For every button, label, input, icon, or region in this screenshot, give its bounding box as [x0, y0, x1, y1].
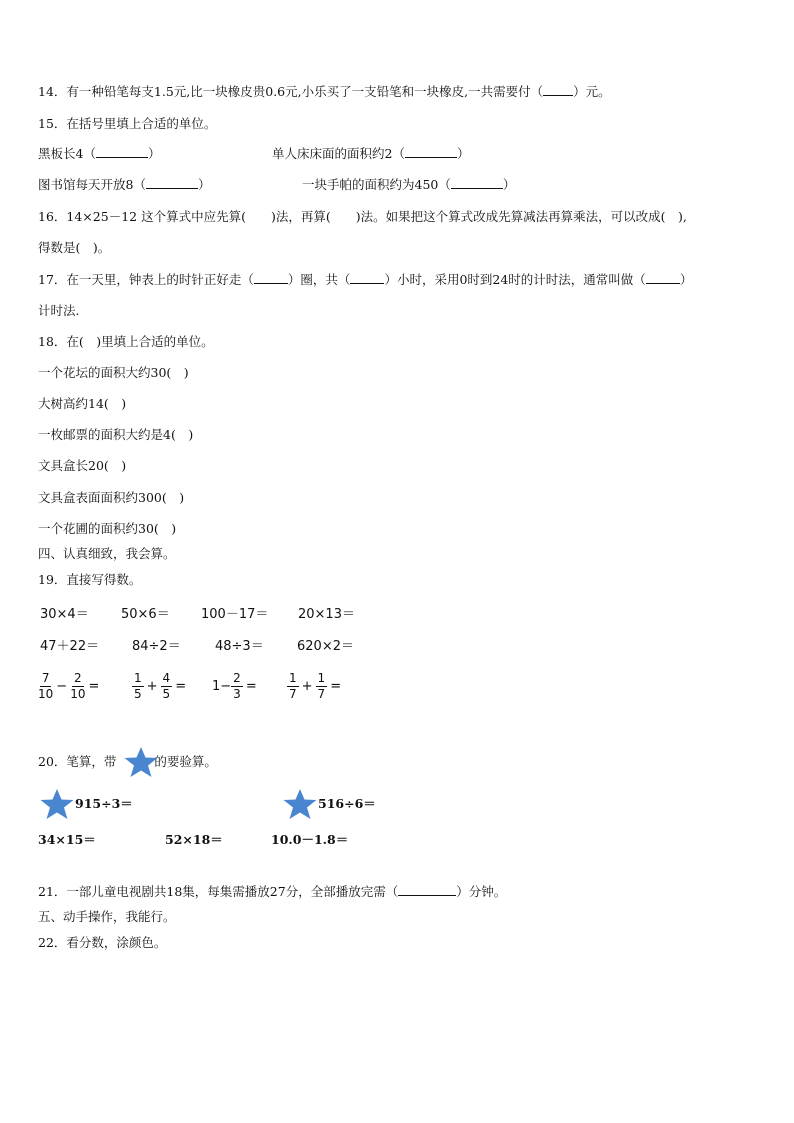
question-18-title: 18．在( )里填上合适的单位。	[38, 334, 214, 349]
section-5-heading: 五、动手操作，我能行。	[38, 909, 176, 924]
answer-blank[interactable]	[96, 146, 148, 158]
answer-blank[interactable]	[451, 177, 503, 189]
star-icon	[122, 746, 160, 778]
written-calc: 10.0－1.8＝	[271, 832, 349, 847]
question-16-line1: 16．14×25－12 这个算式中应先算( )法，再算( )法。如果把这个算式改成先算减法再算乘法，可以改成( ),	[38, 209, 687, 224]
fraction-expression: $\frac{1}{5}$ + $\frac{4}{5}$ =	[134, 671, 187, 701]
question-18-item: 文具盒长20( )	[38, 458, 127, 473]
written-calc: 52×18＝	[165, 832, 223, 847]
answer-blank[interactable]	[543, 84, 573, 96]
question-19-title: 19．直接写得数。	[38, 572, 142, 587]
fraction-expression: $\frac{7}{10}$ − $\frac{2}{10}$ =	[38, 671, 100, 701]
answer-blank[interactable]	[398, 884, 456, 896]
answer-blank[interactable]	[405, 146, 457, 158]
answer-blank[interactable]	[254, 272, 288, 284]
star-icon	[38, 788, 76, 820]
question-15-c: 图书馆每天开放8（ ）	[38, 177, 211, 192]
question-17-line2: 计时法.	[38, 303, 80, 318]
question-15-a: 黑板长4（ ）	[38, 146, 161, 161]
starred-calc: 516÷6＝	[318, 796, 376, 811]
question-18-item: 文具盒表面面积约300( )	[38, 490, 185, 505]
fraction-expression: 1− $\frac{2}{3}$ =	[212, 671, 257, 701]
written-calc: 34×15＝	[38, 832, 96, 847]
calc-item: 620×2＝	[297, 639, 354, 654]
calc-item: 20×13＝	[298, 607, 355, 622]
answer-blank[interactable]	[646, 272, 680, 284]
calc-item: 50×6＝	[121, 607, 170, 622]
fraction: $\frac{1}{7}$	[289, 671, 297, 701]
question-18-item: 大树高约14( )	[38, 396, 127, 411]
answer-blank[interactable]	[146, 177, 198, 189]
question-21: 21．一部儿童电视剧共18集，每集需播放27分，全部播放完需（ ）分钟。	[38, 884, 507, 899]
question-14: 14．有一种铅笔每支1.5元,比一块橡皮贵0.6元,小乐买了一支铅笔和一块橡皮,一共需要付（ ）元。	[38, 84, 611, 99]
star-icon	[281, 788, 319, 820]
calc-item: 47＋22＝	[40, 639, 100, 654]
question-20-title: 20．笔算，带 的要验算。	[38, 754, 217, 769]
calc-item: 84÷2＝	[132, 639, 181, 654]
fraction: $\frac{2}{10}$	[70, 671, 86, 701]
calc-item: 30×4＝	[40, 607, 89, 622]
fraction: $\frac{1}{5}$	[134, 671, 142, 701]
question-15-title: 15．在括号里填上合适的单位。	[38, 116, 217, 131]
answer-blank[interactable]	[350, 272, 384, 284]
question-18-item: 一个花圃的面积约30( )	[38, 521, 177, 536]
question-22: 22．看分数，涂颜色。	[38, 935, 167, 950]
question-18-item: 一个花坛的面积大约30( )	[38, 365, 189, 380]
starred-calc: 915÷3＝	[75, 796, 133, 811]
question-15-b: 单人床床面的面积约2（ ）	[272, 146, 470, 161]
question-17-line1: 17．在一天里，钟表上的时针正好走（ ）圈，共（ ）小时，采用0时到24时的计时法，通常叫做（ ）	[38, 272, 693, 287]
fraction: $\frac{2}{3}$	[233, 671, 241, 701]
section-4-heading: 四、认真细致，我会算。	[38, 546, 176, 561]
question-16-line2: 得数是( )。	[38, 240, 111, 255]
calc-item: 48÷3＝	[215, 639, 264, 654]
fraction: $\frac{1}{7}$	[317, 671, 326, 701]
fraction: $\frac{7}{10}$	[38, 671, 54, 701]
fraction: $\frac{4}{5}$	[162, 671, 171, 701]
question-18-item: 一枚邮票的面积大约是4( )	[38, 427, 194, 442]
fraction-expression: $\frac{1}{7}$ + $\frac{1}{7}$ =	[289, 671, 342, 701]
question-15-d: 一块手帕的面积约为450（ ）	[302, 177, 516, 192]
calc-item: 100－17＝	[201, 607, 269, 622]
